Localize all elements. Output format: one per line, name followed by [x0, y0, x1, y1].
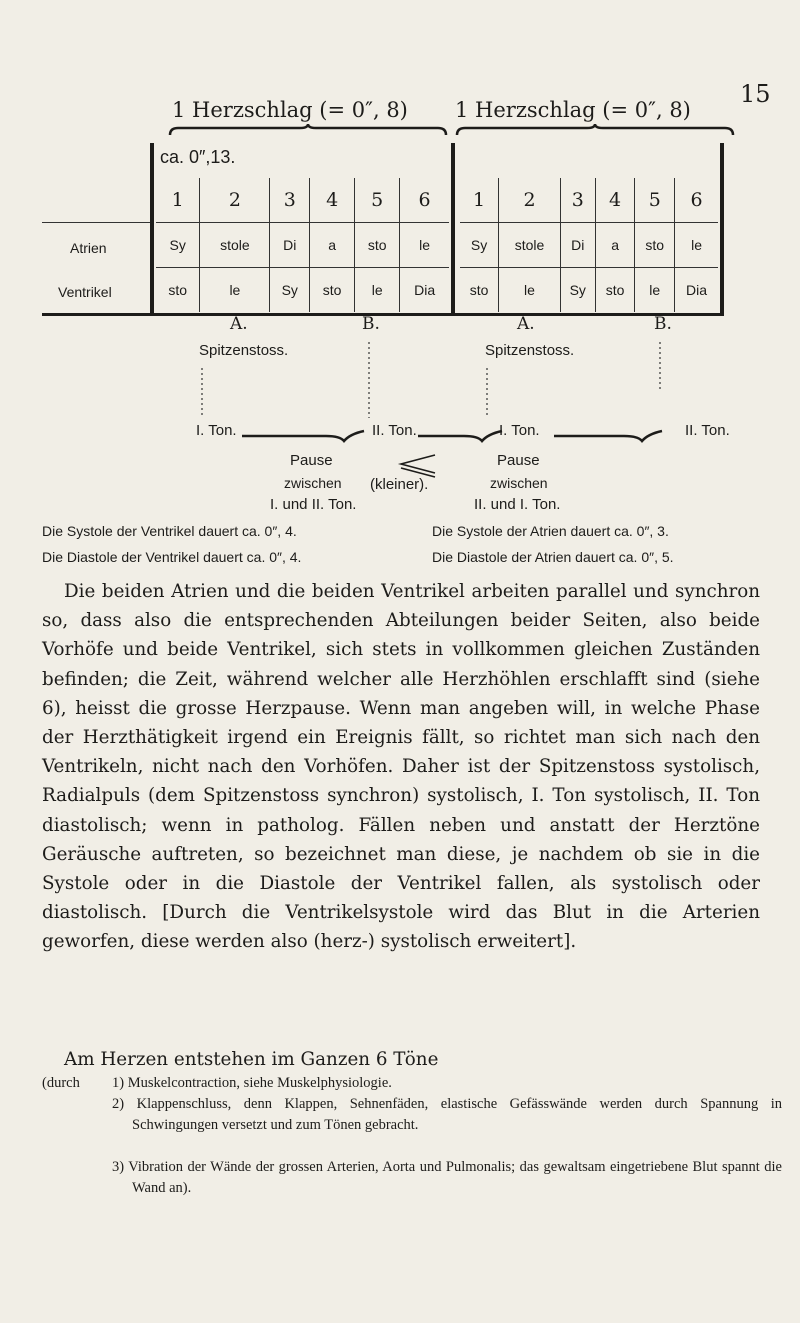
ventrikel-cell: le — [499, 268, 561, 313]
phase-number: 1 — [460, 178, 499, 223]
spitzenstoss-left: Spitzenstoss. — [199, 342, 289, 359]
pause-kleiner: (kleiner). — [370, 476, 429, 493]
ventrikel-cell: le — [355, 268, 400, 313]
page-number: 15 — [740, 80, 771, 108]
atrien-cell: a — [595, 223, 635, 268]
atrien-cell: stole — [200, 223, 270, 268]
frame-line-middle — [451, 143, 455, 313]
atrien-cell: Sy — [460, 223, 499, 268]
pause-left-label: Pause — [290, 452, 333, 469]
note-diastole-atrien: Die Diastole der Atrien dauert ca. 0″, 5. — [432, 549, 674, 565]
ventrikel-cell: sto — [310, 268, 355, 313]
marker-b-left: B. — [362, 314, 380, 334]
note-systole-atrien: Die Systole der Atrien dauert ca. 0″, 3. — [432, 523, 669, 539]
body-paragraph-1: Die beiden Atrien und die beiden Ventrikel arbeiten parallel und synchron so, dass also die entsprechenden Abteilungen beider Seiten, also beide Vorhöfe und beide Ventrikel, sich stets in vollkommen gleichen Zuständen befinden; die Zeit, während welcher alle Herzhöhlen erschlafft sind (siehe 6), heisst die grosse Herzpause. Wenn man angeben will, in welche Phase der Herzthätigkeit irgend ein Ereignis fällt, so richtet man sich nach den Ventrikeln, nicht nach den Vorhöfen. Daher ist der Spitzenstoss systolisch, Radialpuls (dem Spitzenstoss synchron) systolisch, I. Ton systolisch, II. Ton diastolisch; wenn in patholog. Fällen neben und anstatt der Herztöne Geräusche auftreten, so bezeichnet man diese, je nachdem ob sie in die Systole oder in die Diastole der Ventrikel fallen, als systolisch oder diastolisch. [Durch die Ventrikelsystole wird das Blut in die Arterien geworfen, diese werden also (herz-) systolisch erweitert]. — [42, 581, 760, 953]
ventrikel-cell: Dia — [675, 268, 718, 313]
ton-2-right: II. Ton. — [685, 422, 730, 439]
body-paragraph-2: Am Herzen entstehen im Ganzen 6 Töne — [64, 1049, 439, 1070]
footnote-prefix: (durch — [42, 1075, 80, 1091]
dotted-guides — [160, 340, 720, 420]
atrien-cell: Di — [270, 223, 310, 268]
phase-number: 2 — [499, 178, 561, 223]
footnote-1: 1) Muskelcontraction, siehe Muskelphysiologie. — [112, 1075, 392, 1091]
pause-left-tones: I. und II. Ton. — [270, 496, 357, 513]
pause-right-label: Pause — [497, 452, 540, 469]
ventrikel-cell: le — [200, 268, 270, 313]
brace-right — [455, 124, 735, 136]
less-than-symbol — [395, 452, 439, 478]
herzschlag-label-left: 1 Herzschlag (= 0″, 8) — [172, 98, 408, 122]
phase-number: 6 — [690, 189, 703, 211]
ventrikel-cell: Dia — [400, 268, 449, 313]
phase-number: 3 — [270, 178, 310, 223]
row-divider-left — [42, 222, 152, 223]
phase-number: 1 — [156, 178, 200, 223]
row-label-ventrikel: Ventrikel — [58, 284, 112, 300]
note-diastole-ventrikel: Die Diastole der Ventrikel dauert ca. 0″, 4. — [42, 549, 302, 565]
ventrikel-cell: sto — [460, 268, 499, 313]
ton-connector-lines — [240, 424, 690, 444]
cycle-table-right — [460, 178, 718, 312]
ventrikel-cell: sto — [595, 268, 635, 313]
cycle-table-left — [156, 178, 449, 312]
ventrikel-cell: le — [635, 268, 675, 313]
ventrikel-cell: Sy — [270, 268, 310, 313]
brace-left — [168, 124, 448, 136]
atrien-cell: Sy — [156, 223, 200, 268]
atrien-cell: le — [675, 223, 718, 268]
atrien-cell: a — [310, 223, 355, 268]
row-label-atrien: Atrien — [70, 240, 107, 256]
phase-number: 3 — [560, 178, 595, 223]
phase-number: 4 — [310, 178, 355, 223]
herzschlag-label-right: 1 Herzschlag (= 0″, 8) — [455, 98, 691, 122]
phase-number: 6 — [418, 189, 431, 211]
footnote-2: 2) Klappenschluss, denn Klappen, Sehnenfäden, elastische Gefässwände werden durch Spannung in Schwingungen versetzt und zum Tönen gebracht. — [112, 1096, 782, 1133]
footnote-3: 3) Vibration der Wände der grossen Arterien, Aorta und Pulmonalis; das gewaltsam eingetriebene Blut spannt die Wand an). — [112, 1159, 782, 1196]
marker-a-right: A. — [517, 314, 535, 334]
phase-number: 5 — [355, 178, 400, 223]
table-bottom-rule — [42, 313, 724, 316]
atrien-cell: Di — [560, 223, 595, 268]
marker-b-right: B. — [654, 314, 672, 334]
ton-1-right: I. Ton. — [499, 422, 540, 439]
ton-2-left: II. Ton. — [372, 422, 417, 439]
atrien-cell: sto — [635, 223, 675, 268]
pause-left-zwischen: zwischen — [284, 475, 342, 491]
phase-number: 4 — [595, 178, 635, 223]
atrien-cell: sto — [355, 223, 400, 268]
pause-right-tones: II. und I. Ton. — [474, 496, 561, 513]
ca-duration-label: ca. 0″,13. — [160, 147, 236, 167]
pause-right-zwischen: zwischen — [490, 475, 548, 491]
ventrikel-cell: sto — [156, 268, 200, 313]
marker-a-left: A. — [230, 314, 248, 334]
frame-line-right — [720, 143, 724, 313]
ton-1-left: I. Ton. — [196, 422, 237, 439]
frame-line-left — [150, 143, 154, 313]
ventrikel-cell: Sy — [560, 268, 595, 313]
phase-number: 2 — [200, 178, 270, 223]
phase-number: 5 — [635, 178, 675, 223]
note-systole-ventrikel: Die Systole der Ventrikel dauert ca. 0″, 4. — [42, 523, 297, 539]
atrien-cell: le — [400, 223, 449, 268]
atrien-cell: stole — [499, 223, 561, 268]
spitzenstoss-right: Spitzenstoss. — [485, 342, 575, 359]
